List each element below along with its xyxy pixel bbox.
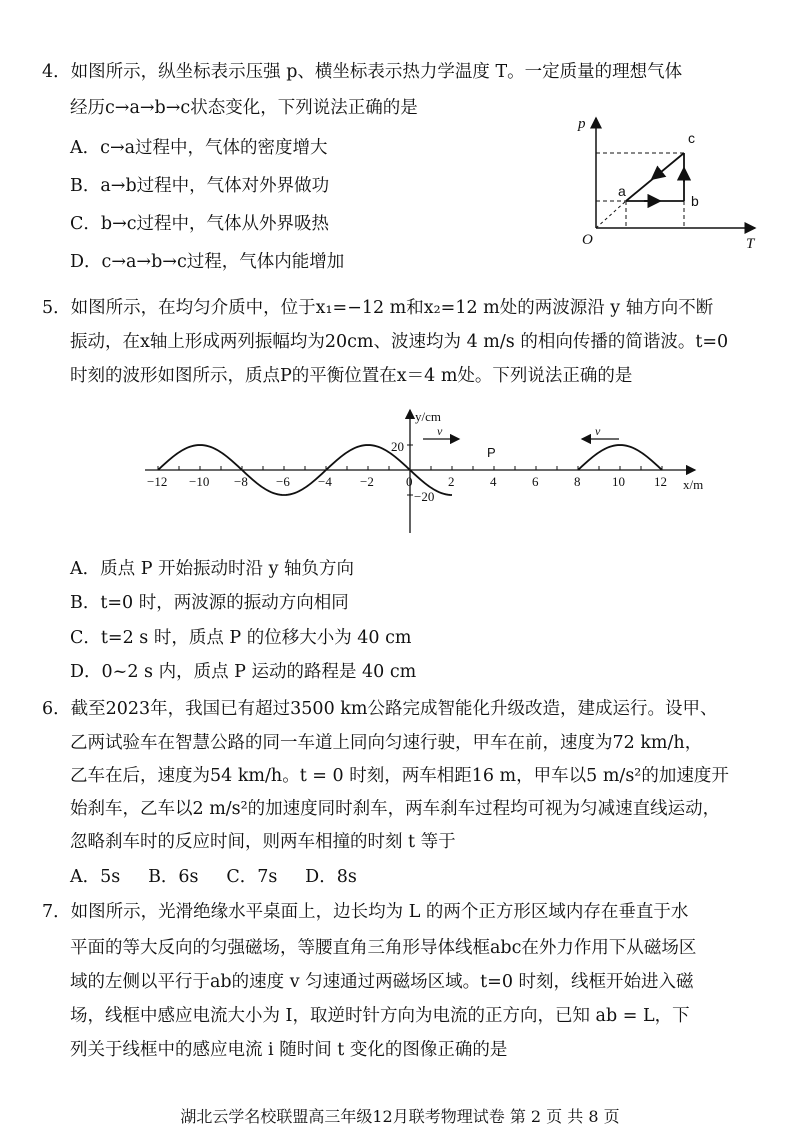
q7-line-5: 列关于线框中的感应电流 i 随时间 t 变化的图像正确的是 xyxy=(70,1040,508,1060)
y-tick-neg20: −20 xyxy=(414,489,435,504)
q7-line-4: 场，线框中感应电流大小为 I，取逆时针方向为电流的正方向，已知 ab = L，下 xyxy=(70,1006,690,1026)
left-v-label: v xyxy=(437,424,443,438)
y-tick-20: 20 xyxy=(391,439,404,454)
q4-option-c: C．b→c过程中，气体从外界吸热 xyxy=(70,214,330,234)
point-p-label: P xyxy=(487,445,496,460)
q5-line-2: 振动，在x轴上形成两列振幅均为20cm、波速均为 4 m/s 的相向传播的简谐波。t=0 xyxy=(70,332,729,352)
point-b-label: b xyxy=(691,193,699,209)
q6-line-1: 6．截至2023年，我国已有超过3500 km公路完成智能化升级改造，建成运行。设甲、 xyxy=(42,699,718,719)
q7-line-2: 平面的等大反向的匀强磁场，等腰直角三角形导体线框abc在外力作用下从磁场区 xyxy=(70,938,697,958)
point-c-label: c xyxy=(688,130,695,146)
q6-line-5: 忽略刹车时的反应时间，则两车相撞的时刻 t 等于 xyxy=(70,832,456,852)
t-label: T xyxy=(746,236,755,252)
p-label: p xyxy=(578,116,586,132)
q4-option-d: D．c→a→b→c过程，气体内能增加 xyxy=(70,252,345,272)
right-v-label: v xyxy=(595,424,601,438)
q6-line-2: 乙两试验车在智慧公路的同一车道上同向匀速行驶，甲车在前，速度为72 km/h， xyxy=(70,733,703,753)
q5-option-b: B．t=0 时，两波源的振动方向相同 xyxy=(70,593,349,613)
x-tick-label: −8 xyxy=(234,474,248,489)
q5-line-3: 时刻的波形如图所示，质点P的平衡位置在x＝4 m处。下列说法正确的是 xyxy=(70,366,633,386)
point-a-label: a xyxy=(618,183,626,199)
q5-wave-diagram xyxy=(135,405,715,540)
q4-pt-diagram xyxy=(560,110,780,255)
q7-line-1: 7．如图所示，光滑绝缘水平桌面上，边长均为 L 的两个正方形区域内存在垂直于水 xyxy=(42,902,689,922)
x-tick-label: −2 xyxy=(360,474,374,489)
x-tick-label: 6 xyxy=(532,474,539,489)
x-tick-label: −6 xyxy=(276,474,290,489)
x-tick-label: 4 xyxy=(490,474,497,489)
x-tick-label: 12 xyxy=(654,474,667,489)
q4-line-2: 经历c→a→b→c状态变化，下列说法正确的是 xyxy=(70,98,418,118)
q5-line-1: 5．如图所示，在均匀介质中，位于x₁=−12 m和x₂=12 m处的两波源沿 y 轴方向不断 xyxy=(42,298,714,318)
x-axis-label: x/m xyxy=(683,477,704,492)
q4-option-b: B．a→b过程中，气体对外界做功 xyxy=(70,176,330,196)
q6-line-4: 始刹车，乙车以2 m/s²的加速度同时刹车，两车刹车过程均可视为匀减速直线运动， xyxy=(70,799,721,819)
x-tick-label: 2 xyxy=(448,474,455,489)
origin-label: O xyxy=(582,232,593,248)
q5-option-d: D．0~2 s 内，质点 P 运动的路程是 40 cm xyxy=(70,662,417,682)
x-tick-label: −4 xyxy=(318,474,332,489)
page-footer: 湖北云学名校联盟高三年级12月联考物理试卷 第 2 页 共 8 页 xyxy=(180,1107,620,1126)
q6-line-3: 乙车在后，速度为54 km/h。t = 0 时刻，两车相距16 m，甲车以5 m/s²的加速度开 xyxy=(70,766,729,786)
q5-option-a: A．质点 P 开始振动时沿 y 轴负方向 xyxy=(70,559,355,579)
q4-line-1: 4．如图所示，纵坐标表示压强 p、横坐标表示热力学温度 T。一定质量的理想气体 xyxy=(42,62,683,82)
q6-options: A．5s B．6s C．7s D．8s xyxy=(70,867,357,887)
x-tick-label: 8 xyxy=(574,474,581,489)
q7-line-3: 域的左侧以平行于ab的速度 v 匀速通过两磁场区域。t=0 时刻，线框开始进入磁 xyxy=(70,972,694,992)
q4-option-a: A．c→a过程中，气体的密度增大 xyxy=(70,138,328,158)
x-tick-label: −10 xyxy=(189,474,210,489)
x-tick-label: 10 xyxy=(612,474,625,489)
x-tick-label: −12 xyxy=(147,474,168,489)
y-axis-label: y/cm xyxy=(415,409,441,424)
q5-option-c: C．t=2 s 时，质点 P 的位移大小为 40 cm xyxy=(70,628,412,648)
x-tick-label: 0 xyxy=(406,474,413,489)
